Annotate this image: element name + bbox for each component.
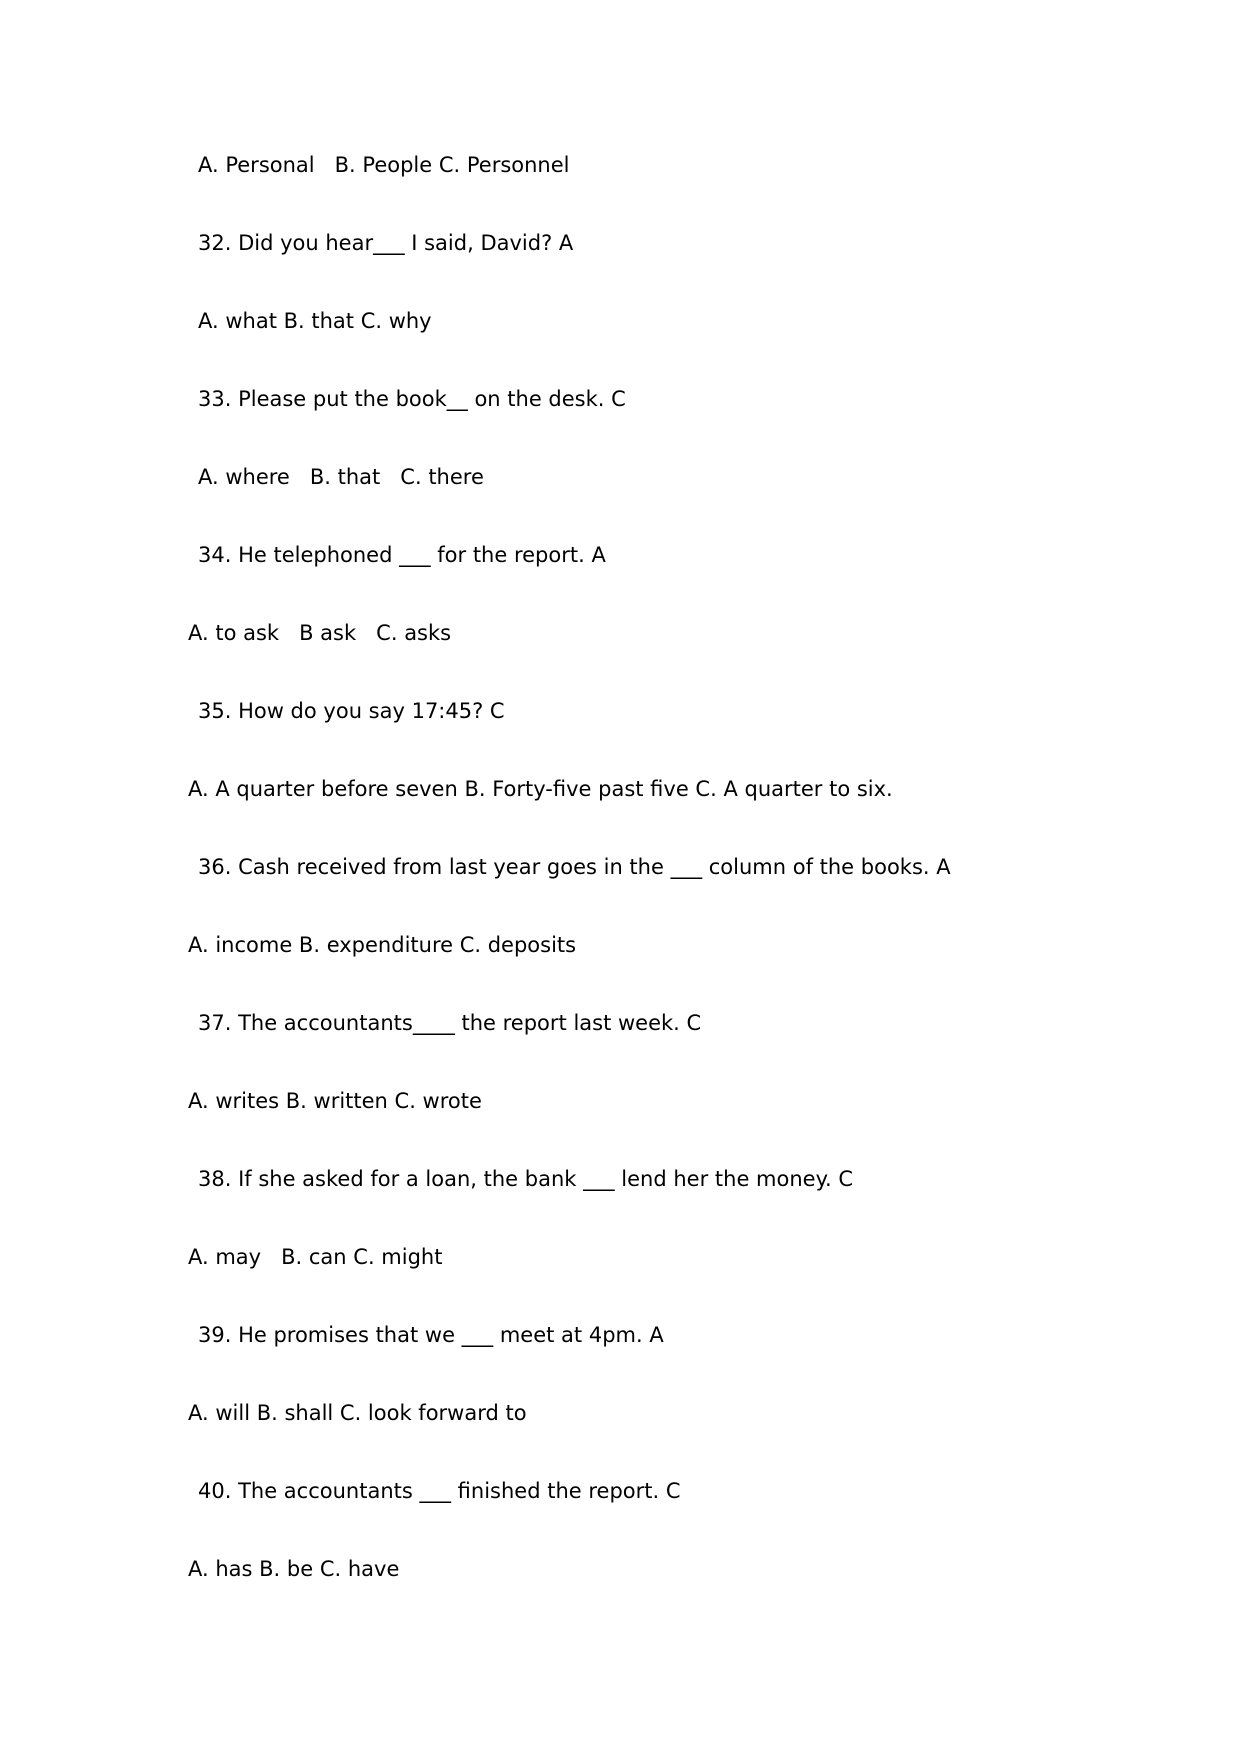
question-39: 39. He promises that we ___ meet at 4pm. A xyxy=(198,1323,664,1347)
question-38: 38. If she asked for a loan, the bank ___ lend her the money. C xyxy=(198,1167,854,1191)
option-line-q31: A. Personal B. People C. Personnel xyxy=(198,153,570,177)
question-34: 34. He telephoned ___ for the report. A xyxy=(198,543,606,567)
option-line-q40: A. has B. be C. have xyxy=(188,1557,400,1581)
question-36: 36. Cash received from last year goes in the ___ column of the books. A xyxy=(198,855,951,879)
option-line-q38: A. may B. can C. might xyxy=(188,1245,443,1269)
question-40: 40. The accountants ___ finished the report. C xyxy=(198,1479,681,1503)
option-line-q39: A. will B. shall C. look forward to xyxy=(188,1401,527,1425)
question-35: 35. How do you say 17:45? C xyxy=(198,699,505,723)
option-line-q32: A. what B. that C. why xyxy=(198,309,432,333)
question-37: 37. The accountants____ the report last week. C xyxy=(198,1011,702,1035)
question-33: 33. Please put the book__ on the desk. C xyxy=(198,387,626,411)
option-line-q36: A. income B. expenditure C. deposits xyxy=(188,933,577,957)
option-line-q33: A. where B. that C. there xyxy=(198,465,484,489)
option-line-q37: A. writes B. written C. wrote xyxy=(188,1089,482,1113)
question-32: 32. Did you hear___ I said, David? A xyxy=(198,231,574,255)
option-line-q34: A. to ask B ask C. asks xyxy=(188,621,452,645)
option-line-q35: A. A quarter before seven B. Forty-five past five C. A quarter to six. xyxy=(188,777,893,801)
